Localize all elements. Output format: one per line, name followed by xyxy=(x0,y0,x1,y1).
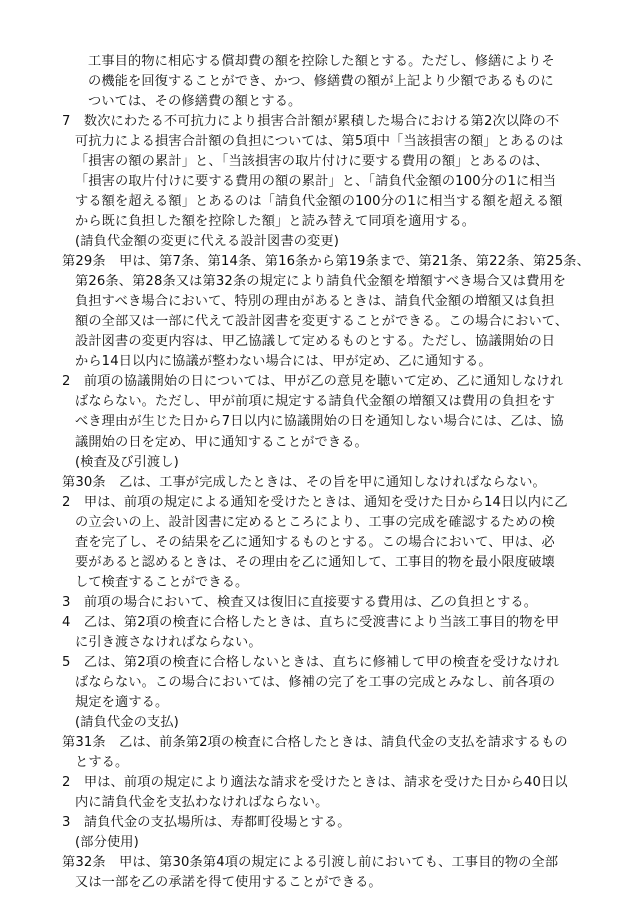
text-line: 設計図書の変更内容は、甲乙協議して定めるものとする。ただし、協議開始の日 xyxy=(75,334,556,350)
text-line: 4 乙は、第2項の検査に合格したときは、直ちに受渡書により当該工事目的物を甲 xyxy=(62,614,560,630)
text-line: 議開始の日を定め、甲に通知することができる。 xyxy=(75,434,368,450)
text-line: 内に請負代金を支払わなければならない。 xyxy=(75,794,329,810)
text-line: 第30条 乙は、工事が完成したときは、その旨を甲に通知しなければならない。 xyxy=(62,474,546,490)
text-line: 3 請負代金の支払場所は、寿都町役場とする。 xyxy=(62,814,351,830)
text-line: 2 前項の協議開始の日については、甲が乙の意見を聴いて定め、乙に通知しなけれ xyxy=(62,374,564,390)
text-line: に引き渡さなければならない。 xyxy=(75,634,262,650)
text-line: する額を超える額」とあるのは「請負代金額の100分の1に相当する額を超える額 xyxy=(75,194,563,210)
text-line: から既に負担した額を控除した額」と読み替えて同項を適用する。 xyxy=(75,214,476,230)
text-line: 7 数次にわたる不可抗力により損害合計額が累積した場合における第2次以降の不 xyxy=(62,114,560,130)
text-line: して検査することができる。 xyxy=(75,574,249,590)
text-line: ばならない。ただし、甲が前項に規定する請負代金額の増額又は費用の負担をす xyxy=(75,394,556,410)
text-line: から14日以内に協議が整わない場合には、甲が定め、乙に通知する。 xyxy=(75,354,492,370)
text-line: 5 乙は、第2項の検査に合格しないときは、直ちに修補して甲の検査を受けなけれ xyxy=(62,654,560,670)
section-heading: (請負代金の支払) xyxy=(75,714,179,730)
text-line: 要があると認めるときは、その理由を乙に通知して、工事目的物を最小限度破壊 xyxy=(75,554,555,570)
section-heading: (検査及び引渡し) xyxy=(75,454,179,470)
text-line: の機能を回復することができ、かつ、修繕費の額が上記より少額であるものに xyxy=(88,74,554,89)
text-line: 工事目的物に相応する償却費の額を控除した額とする。ただし、修繕によりそ xyxy=(88,54,555,69)
text-line: 2 甲は、前項の規定による通知を受けたときは、通知を受けた日から14日以内に乙 xyxy=(62,494,568,510)
section-heading: (請負代金額の変更に代える設計図書の変更) xyxy=(75,234,340,250)
text-line: 「損害の取片付けに要する費用の額の累計」と、「請負代金額の100分の1に相当 xyxy=(75,174,557,190)
text-line: 2 甲は、前項の規定により適法な請求を受けたときは、請求を受けた日から40日以 xyxy=(62,774,568,790)
text-line: とする。 xyxy=(75,754,129,770)
text-line: 額の全部又は一部に代えて設計図書を変更することができる。この場合において、 xyxy=(75,314,569,330)
text-line: ついては、その修繕費の額とする。 xyxy=(88,94,302,109)
section-heading: (部分使用) xyxy=(75,834,139,850)
text-line: 「損害の額の累計」と、「当該損害の取片付けに要する費用の額」とあるのは、 xyxy=(75,154,549,170)
text-line: 3 前項の場合において、検査又は復旧に直接要する費用は、乙の負担とする。 xyxy=(62,594,538,610)
text-line: 査を完了し、その結果を乙に通知するものとする。この場合において、甲は、必 xyxy=(75,534,555,550)
text-line: 負担すべき場合において、特別の理由があるときは、請負代金額の増額又は負担 xyxy=(75,294,555,310)
text-line: 規定を適する。 xyxy=(75,694,169,710)
text-line: 第26条、第28条又は第32条の規定により請負代金額を増額すべき場合又は費用を xyxy=(75,274,567,290)
text-line: 第31条 乙は、前条第2項の検査に合格したときは、請負代金の支払を請求するもの xyxy=(62,734,568,750)
text-line: ばならない。この場合においては、修補の完了を工事の完成とみなし、前各項の xyxy=(75,674,556,690)
text-line: 又は一部を乙の承諾を得て使用することができる。 xyxy=(75,875,382,890)
text-line: 第29条 甲は、第7条、第14条、第16条から第19条まで、第21条、第22条、第25条、 xyxy=(62,254,590,270)
text-line: 第32条 甲は、第30条第4項の規定による引渡し前においても、工事目的物の全部 xyxy=(62,855,559,870)
text-line: の立会いの上、設計図書に定めるところにより、工事の完成を確認するための検 xyxy=(75,514,556,530)
text-line: 可抗力による損害合計額の負担については、第5項中「当該損害の額」とあるのは xyxy=(75,134,564,150)
text-line: べき理由が生じた日から7日以内に協議開始の日を通知しない場合には、乙は、協 xyxy=(75,414,564,430)
